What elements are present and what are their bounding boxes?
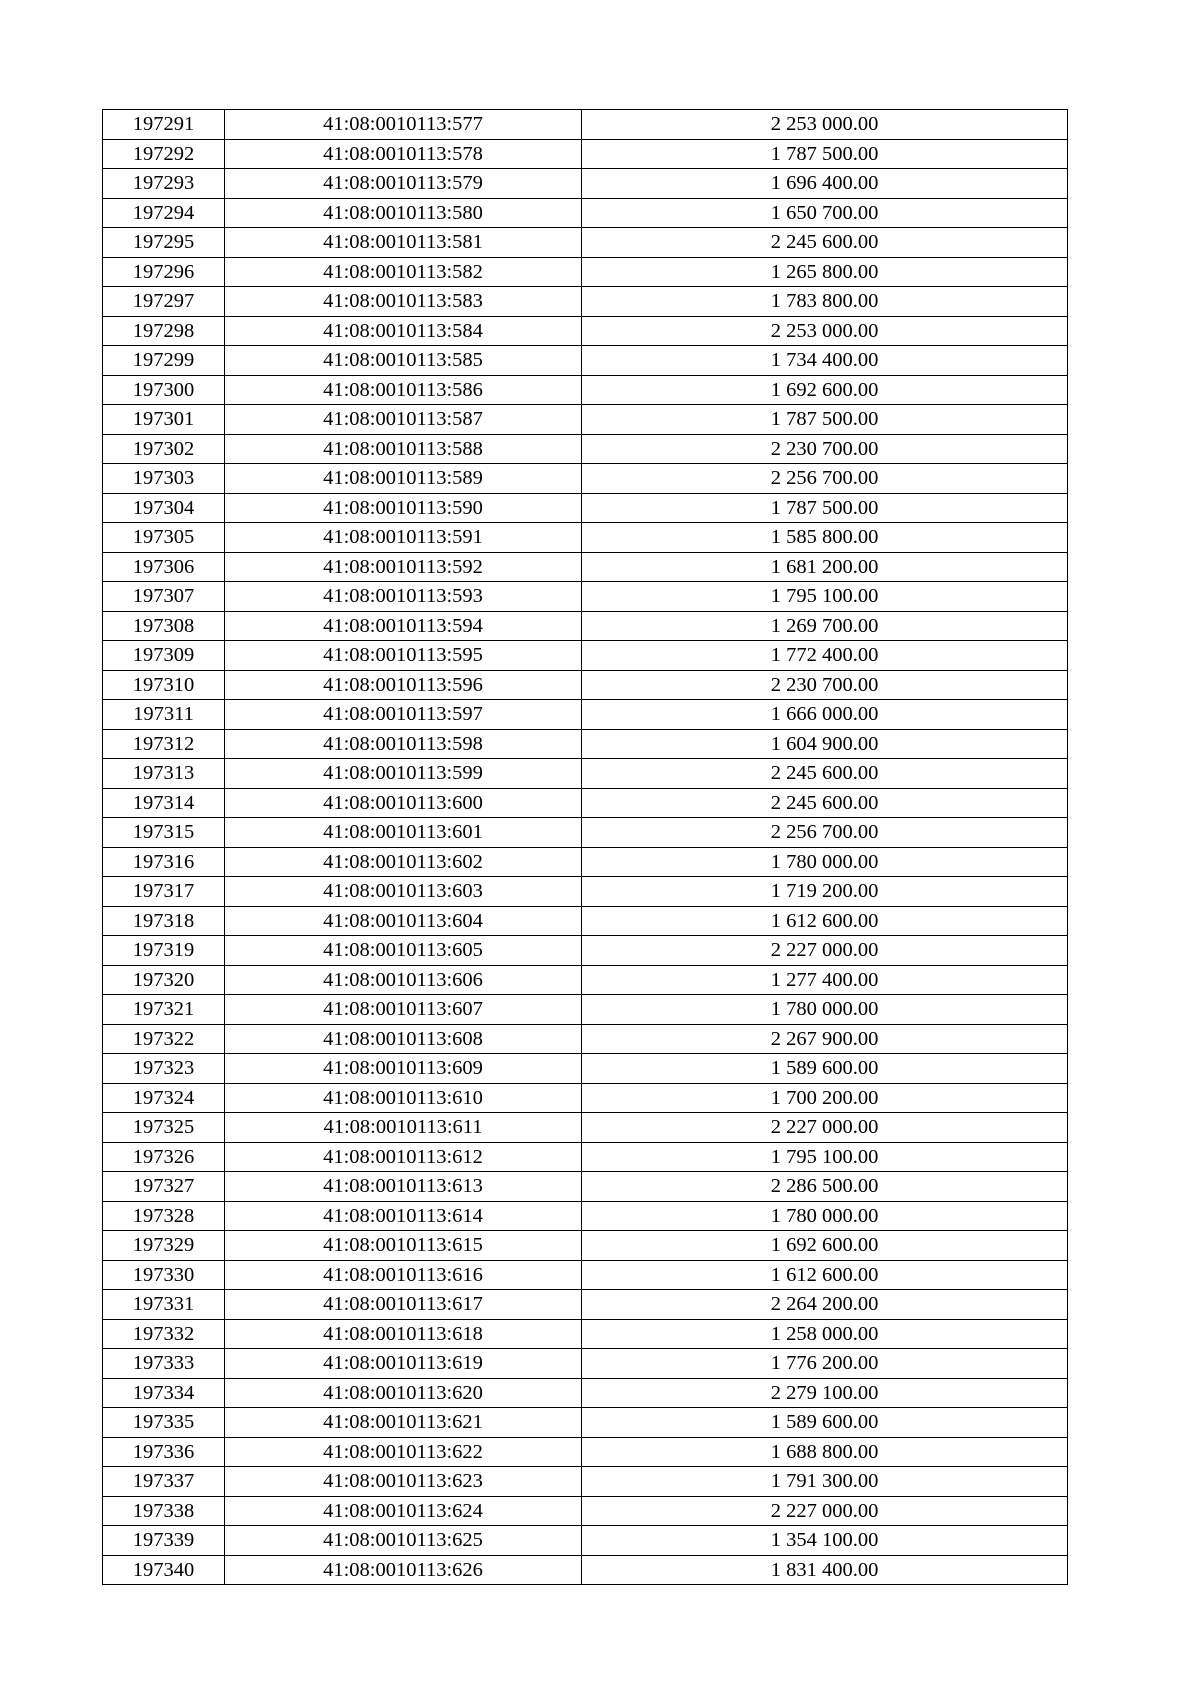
cadastral-number-cell: 41:08:0010113:624 xyxy=(225,1496,582,1526)
value-cell: 1 612 600.00 xyxy=(582,906,1068,936)
value-cell: 2 230 700.00 xyxy=(582,670,1068,700)
table-row xyxy=(103,1083,1068,1113)
value-cell: 1 354 100.00 xyxy=(582,1526,1068,1556)
table-row xyxy=(103,1378,1068,1408)
cadastral-number-cell: 41:08:0010113:625 xyxy=(225,1526,582,1556)
row-number-cell: 197327 xyxy=(103,1172,225,1202)
table-row xyxy=(103,257,1068,287)
cadastral-number-cell: 41:08:0010113:620 xyxy=(225,1378,582,1408)
cadastral-number-cell: 41:08:0010113:615 xyxy=(225,1231,582,1261)
value-cell: 1 277 400.00 xyxy=(582,965,1068,995)
cadastral-number-cell: 41:08:0010113:609 xyxy=(225,1054,582,1084)
cadastral-number-cell: 41:08:0010113:583 xyxy=(225,287,582,317)
row-number-cell: 197312 xyxy=(103,729,225,759)
value-cell: 1 692 600.00 xyxy=(582,1231,1068,1261)
value-cell: 2 279 100.00 xyxy=(582,1378,1068,1408)
row-number-cell: 197296 xyxy=(103,257,225,287)
value-cell: 2 256 700.00 xyxy=(582,464,1068,494)
table-row xyxy=(103,906,1068,936)
value-cell: 1 776 200.00 xyxy=(582,1349,1068,1379)
cadastral-number-cell: 41:08:0010113:611 xyxy=(225,1113,582,1143)
table-row xyxy=(103,405,1068,435)
row-number-cell: 197334 xyxy=(103,1378,225,1408)
cadastral-number-cell: 41:08:0010113:593 xyxy=(225,582,582,612)
table-row xyxy=(103,1555,1068,1585)
cadastral-number-cell: 41:08:0010113:579 xyxy=(225,169,582,199)
value-cell: 1 681 200.00 xyxy=(582,552,1068,582)
row-number-cell: 197325 xyxy=(103,1113,225,1143)
value-cell: 1 589 600.00 xyxy=(582,1408,1068,1438)
row-number-cell: 197340 xyxy=(103,1555,225,1585)
value-cell: 1 604 900.00 xyxy=(582,729,1068,759)
value-cell: 2 227 000.00 xyxy=(582,1113,1068,1143)
cadastral-number-cell: 41:08:0010113:622 xyxy=(225,1437,582,1467)
row-number-cell: 197315 xyxy=(103,818,225,848)
row-number-cell: 197303 xyxy=(103,464,225,494)
table-row xyxy=(103,729,1068,759)
row-number-cell: 197320 xyxy=(103,965,225,995)
value-cell: 1 831 400.00 xyxy=(582,1555,1068,1585)
value-cell: 2 245 600.00 xyxy=(582,788,1068,818)
table-row xyxy=(103,965,1068,995)
table-row xyxy=(103,700,1068,730)
cadastral-number-cell: 41:08:0010113:600 xyxy=(225,788,582,818)
row-number-cell: 197322 xyxy=(103,1024,225,1054)
value-cell: 1 787 500.00 xyxy=(582,493,1068,523)
value-cell: 2 267 900.00 xyxy=(582,1024,1068,1054)
value-cell: 2 245 600.00 xyxy=(582,228,1068,258)
cadastral-number-cell: 41:08:0010113:605 xyxy=(225,936,582,966)
row-number-cell: 197305 xyxy=(103,523,225,553)
cadastral-number-cell: 41:08:0010113:607 xyxy=(225,995,582,1025)
table-row xyxy=(103,670,1068,700)
value-cell: 1 688 800.00 xyxy=(582,1437,1068,1467)
cadastral-number-cell: 41:08:0010113:612 xyxy=(225,1142,582,1172)
table-row xyxy=(103,1349,1068,1379)
cadastral-number-cell: 41:08:0010113:578 xyxy=(225,139,582,169)
table-row xyxy=(103,1260,1068,1290)
cadastral-number-cell: 41:08:0010113:604 xyxy=(225,906,582,936)
row-number-cell: 197330 xyxy=(103,1260,225,1290)
row-number-cell: 197304 xyxy=(103,493,225,523)
table-row xyxy=(103,1526,1068,1556)
table-row xyxy=(103,818,1068,848)
table-row xyxy=(103,1290,1068,1320)
table-body xyxy=(103,110,1068,1585)
table-row xyxy=(103,169,1068,199)
row-number-cell: 197332 xyxy=(103,1319,225,1349)
table-row xyxy=(103,788,1068,818)
row-number-cell: 197309 xyxy=(103,641,225,671)
row-number-cell: 197301 xyxy=(103,405,225,435)
row-number-cell: 197306 xyxy=(103,552,225,582)
cadastral-number-cell: 41:08:0010113:586 xyxy=(225,375,582,405)
cadastral-number-cell: 41:08:0010113:623 xyxy=(225,1467,582,1497)
table-row xyxy=(103,1231,1068,1261)
cadastral-number-cell: 41:08:0010113:617 xyxy=(225,1290,582,1320)
value-cell: 1 258 000.00 xyxy=(582,1319,1068,1349)
row-number-cell: 197317 xyxy=(103,877,225,907)
row-number-cell: 197294 xyxy=(103,198,225,228)
row-number-cell: 197326 xyxy=(103,1142,225,1172)
cadastral-number-cell: 41:08:0010113:618 xyxy=(225,1319,582,1349)
row-number-cell: 197300 xyxy=(103,375,225,405)
cadastral-number-cell: 41:08:0010113:614 xyxy=(225,1201,582,1231)
row-number-cell: 197323 xyxy=(103,1054,225,1084)
cadastral-number-cell: 41:08:0010113:613 xyxy=(225,1172,582,1202)
cadastral-number-cell: 41:08:0010113:601 xyxy=(225,818,582,848)
table-row xyxy=(103,198,1068,228)
row-number-cell: 197291 xyxy=(103,110,225,140)
cadastral-number-cell: 41:08:0010113:595 xyxy=(225,641,582,671)
row-number-cell: 197313 xyxy=(103,759,225,789)
cadastral-number-cell: 41:08:0010113:585 xyxy=(225,346,582,376)
table-row xyxy=(103,110,1068,140)
row-number-cell: 197333 xyxy=(103,1349,225,1379)
value-cell: 1 791 300.00 xyxy=(582,1467,1068,1497)
value-cell: 1 780 000.00 xyxy=(582,847,1068,877)
table-row xyxy=(103,1201,1068,1231)
table-row xyxy=(103,287,1068,317)
row-number-cell: 197308 xyxy=(103,611,225,641)
table-row xyxy=(103,552,1068,582)
row-number-cell: 197307 xyxy=(103,582,225,612)
table-row xyxy=(103,1024,1068,1054)
row-number-cell: 197298 xyxy=(103,316,225,346)
cadastral-number-cell: 41:08:0010113:597 xyxy=(225,700,582,730)
value-cell: 1 787 500.00 xyxy=(582,139,1068,169)
table-row xyxy=(103,611,1068,641)
row-number-cell: 197292 xyxy=(103,139,225,169)
row-number-cell: 197295 xyxy=(103,228,225,258)
cadastral-number-cell: 41:08:0010113:589 xyxy=(225,464,582,494)
row-number-cell: 197338 xyxy=(103,1496,225,1526)
table-row xyxy=(103,1467,1068,1497)
row-number-cell: 197310 xyxy=(103,670,225,700)
value-cell: 1 795 100.00 xyxy=(582,1142,1068,1172)
row-number-cell: 197321 xyxy=(103,995,225,1025)
value-cell: 1 692 600.00 xyxy=(582,375,1068,405)
cadastral-number-cell: 41:08:0010113:608 xyxy=(225,1024,582,1054)
cadastral-number-cell: 41:08:0010113:610 xyxy=(225,1083,582,1113)
value-cell: 1 787 500.00 xyxy=(582,405,1068,435)
value-cell: 1 734 400.00 xyxy=(582,346,1068,376)
table-row xyxy=(103,759,1068,789)
table-row xyxy=(103,1437,1068,1467)
value-cell: 1 780 000.00 xyxy=(582,995,1068,1025)
row-number-cell: 197311 xyxy=(103,700,225,730)
row-number-cell: 197335 xyxy=(103,1408,225,1438)
cadastral-number-cell: 41:08:0010113:606 xyxy=(225,965,582,995)
table-row xyxy=(103,1172,1068,1202)
row-number-cell: 197318 xyxy=(103,906,225,936)
value-cell: 2 253 000.00 xyxy=(582,316,1068,346)
table-row xyxy=(103,375,1068,405)
value-cell: 1 700 200.00 xyxy=(582,1083,1068,1113)
data-table xyxy=(102,109,1068,1585)
table-row xyxy=(103,936,1068,966)
table-row xyxy=(103,582,1068,612)
cadastral-number-cell: 41:08:0010113:602 xyxy=(225,847,582,877)
cadastral-number-cell: 41:08:0010113:594 xyxy=(225,611,582,641)
table-row xyxy=(103,523,1068,553)
cadastral-number-cell: 41:08:0010113:596 xyxy=(225,670,582,700)
cadastral-number-cell: 41:08:0010113:581 xyxy=(225,228,582,258)
cadastral-number-cell: 41:08:0010113:577 xyxy=(225,110,582,140)
value-cell: 1 795 100.00 xyxy=(582,582,1068,612)
value-cell: 2 230 700.00 xyxy=(582,434,1068,464)
table-row xyxy=(103,316,1068,346)
table-row xyxy=(103,228,1068,258)
value-cell: 1 780 000.00 xyxy=(582,1201,1068,1231)
row-number-cell: 197337 xyxy=(103,1467,225,1497)
row-number-cell: 197328 xyxy=(103,1201,225,1231)
cadastral-number-cell: 41:08:0010113:616 xyxy=(225,1260,582,1290)
cadastral-number-cell: 41:08:0010113:599 xyxy=(225,759,582,789)
row-number-cell: 197293 xyxy=(103,169,225,199)
row-number-cell: 197302 xyxy=(103,434,225,464)
value-cell: 1 269 700.00 xyxy=(582,611,1068,641)
cadastral-number-cell: 41:08:0010113:603 xyxy=(225,877,582,907)
row-number-cell: 197331 xyxy=(103,1290,225,1320)
cadastral-number-cell: 41:08:0010113:582 xyxy=(225,257,582,287)
row-number-cell: 197324 xyxy=(103,1083,225,1113)
table-row xyxy=(103,995,1068,1025)
cadastral-number-cell: 41:08:0010113:590 xyxy=(225,493,582,523)
row-number-cell: 197297 xyxy=(103,287,225,317)
value-cell: 1 589 600.00 xyxy=(582,1054,1068,1084)
table-row xyxy=(103,1054,1068,1084)
value-cell: 2 264 200.00 xyxy=(582,1290,1068,1320)
row-number-cell: 197339 xyxy=(103,1526,225,1556)
value-cell: 2 256 700.00 xyxy=(582,818,1068,848)
value-cell: 2 286 500.00 xyxy=(582,1172,1068,1202)
row-number-cell: 197314 xyxy=(103,788,225,818)
cadastral-number-cell: 41:08:0010113:619 xyxy=(225,1349,582,1379)
value-cell: 1 585 800.00 xyxy=(582,523,1068,553)
value-cell: 2 245 600.00 xyxy=(582,759,1068,789)
cadastral-number-cell: 41:08:0010113:626 xyxy=(225,1555,582,1585)
table-row xyxy=(103,1496,1068,1526)
value-cell: 1 783 800.00 xyxy=(582,287,1068,317)
value-cell: 2 253 000.00 xyxy=(582,110,1068,140)
row-number-cell: 197299 xyxy=(103,346,225,376)
cadastral-number-cell: 41:08:0010113:592 xyxy=(225,552,582,582)
value-cell: 1 612 600.00 xyxy=(582,1260,1068,1290)
cadastral-number-cell: 41:08:0010113:587 xyxy=(225,405,582,435)
table-row xyxy=(103,1142,1068,1172)
cadastral-number-cell: 41:08:0010113:621 xyxy=(225,1408,582,1438)
value-cell: 1 265 800.00 xyxy=(582,257,1068,287)
table-row xyxy=(103,1319,1068,1349)
table-row xyxy=(103,464,1068,494)
value-cell: 2 227 000.00 xyxy=(582,1496,1068,1526)
row-number-cell: 197336 xyxy=(103,1437,225,1467)
table-row xyxy=(103,641,1068,671)
table-row xyxy=(103,1408,1068,1438)
value-cell: 1 719 200.00 xyxy=(582,877,1068,907)
value-cell: 1 666 000.00 xyxy=(582,700,1068,730)
value-cell: 1 650 700.00 xyxy=(582,198,1068,228)
table-row xyxy=(103,1113,1068,1143)
cadastral-number-cell: 41:08:0010113:580 xyxy=(225,198,582,228)
table-row xyxy=(103,346,1068,376)
table-row xyxy=(103,434,1068,464)
table-row xyxy=(103,847,1068,877)
row-number-cell: 197329 xyxy=(103,1231,225,1261)
value-cell: 2 227 000.00 xyxy=(582,936,1068,966)
table-row xyxy=(103,139,1068,169)
row-number-cell: 197319 xyxy=(103,936,225,966)
table-row xyxy=(103,493,1068,523)
row-number-cell: 197316 xyxy=(103,847,225,877)
value-cell: 1 772 400.00 xyxy=(582,641,1068,671)
cadastral-number-cell: 41:08:0010113:591 xyxy=(225,523,582,553)
cadastral-number-cell: 41:08:0010113:584 xyxy=(225,316,582,346)
value-cell: 1 696 400.00 xyxy=(582,169,1068,199)
cadastral-number-cell: 41:08:0010113:588 xyxy=(225,434,582,464)
table-row xyxy=(103,877,1068,907)
cadastral-number-cell: 41:08:0010113:598 xyxy=(225,729,582,759)
